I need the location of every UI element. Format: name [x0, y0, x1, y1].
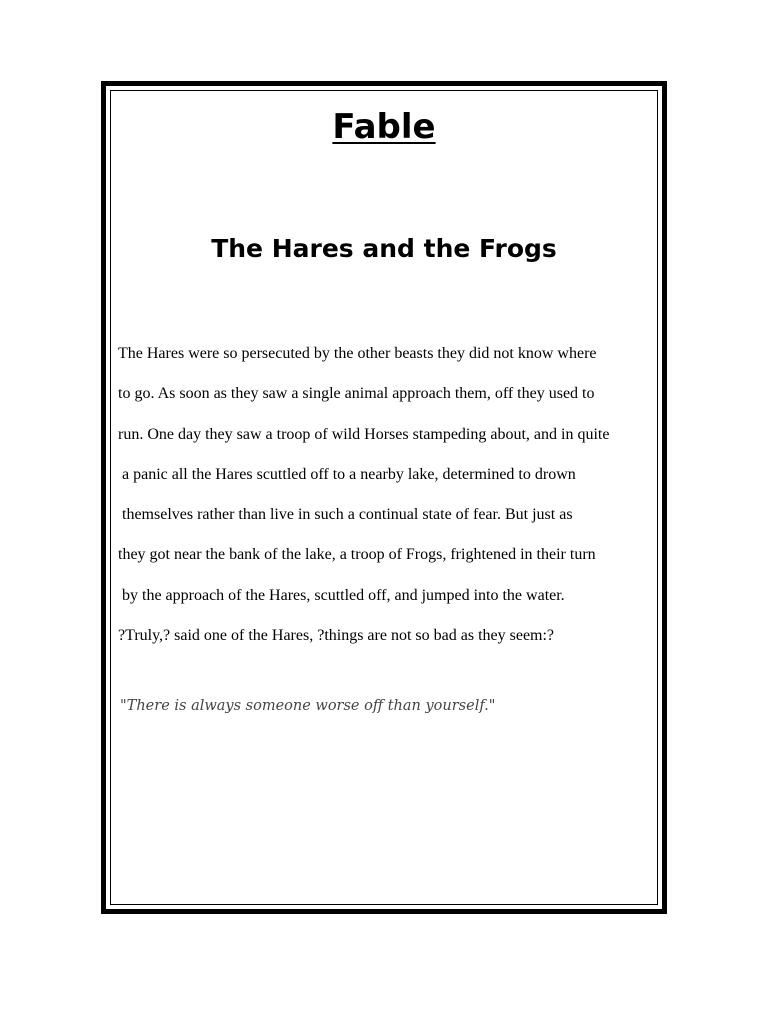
story-line: a panic all the Hares scuttled off to a nearby lake, determined to drown [122, 465, 576, 483]
story-line: The Hares were so persecuted by the other beasts they did not know where [118, 345, 597, 362]
story-line: by the approach of the Hares, scuttled off, and jumped into the water. [122, 586, 565, 604]
story-line: to go. As soon as they saw a single animal approach them, off they used to [118, 385, 595, 403]
document-title: Fable [332, 107, 436, 147]
story-title: The Hares and the Frogs [211, 234, 557, 263]
moral-quote: "There is always someone worse off than yourself." [120, 698, 496, 714]
story-line: themselves rather than live in such a continual state of fear. But just as [122, 506, 573, 524]
story-body [118, 341, 658, 663]
page-border-outer [101, 81, 667, 914]
story-line: ?Truly,? said one of the Hares, ?things are not so bad as they seem:? [118, 627, 555, 645]
page-border-inner [110, 90, 658, 905]
story-line: run. One day they saw a troop of wild Horses stampeding about, and in quite [118, 425, 610, 443]
story-line: they got near the bank of the lake, a troop of Frogs, frightened in their turn [118, 546, 596, 564]
